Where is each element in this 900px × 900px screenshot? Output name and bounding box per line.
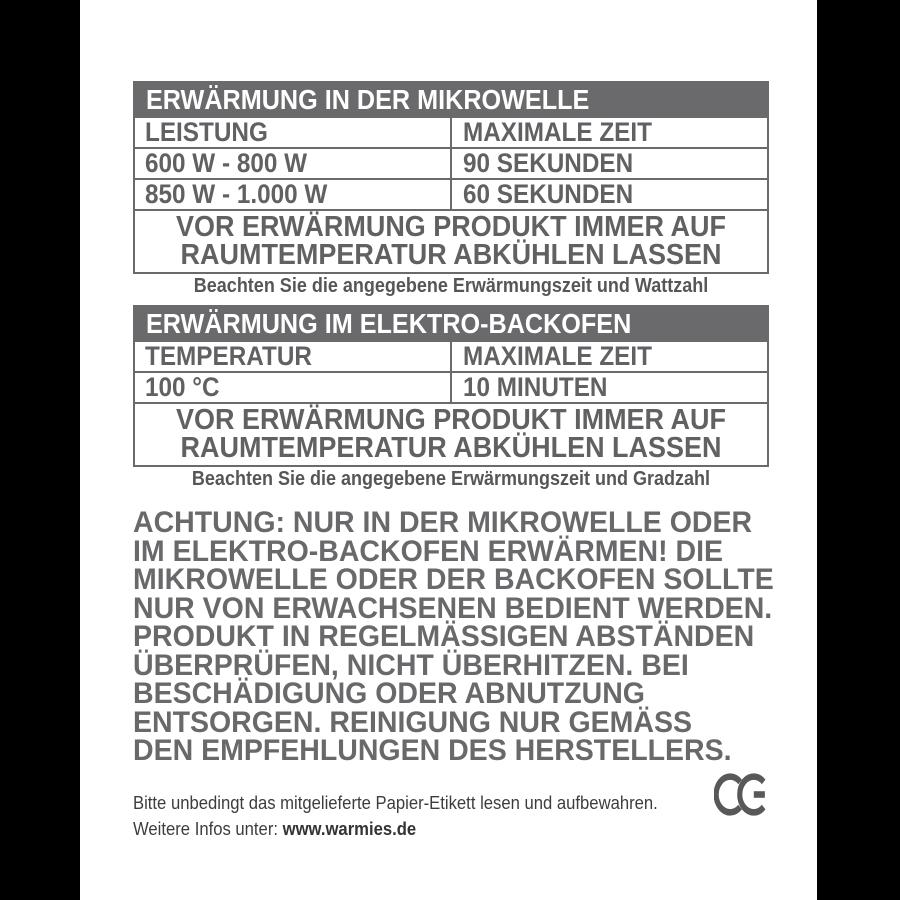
oven-table-title (135, 307, 767, 340)
table-row (135, 147, 767, 178)
warning-line: ÜBERPRÜFEN, NICHT ÜBERHITZEN. BEI (133, 648, 689, 682)
cooldown-warning-line2: RAUMTEMPERATUR ABKÜHLEN LASSEN (180, 239, 722, 271)
col-header-max-zeit-text: MAXIMALE ZEIT (463, 117, 652, 147)
warning-line: DEN EMPFEHLUNGEN DES HERSTELLERS. (133, 734, 732, 767)
more-info-prefix: Weitere Infos unter: (133, 818, 283, 839)
watt-range-cell (135, 149, 450, 178)
watt-range-text: 600 W - 800 W (145, 148, 308, 178)
temperature-cell (135, 373, 450, 402)
max-time-cell (450, 180, 767, 209)
warmies-url: www.warmies.de (282, 818, 417, 839)
microwave-cooldown-warning (135, 209, 767, 272)
col-header-temperatur-text: TEMPERATUR (145, 341, 312, 371)
max-time-text: 10 MINUTEN (463, 372, 608, 402)
table-row (135, 371, 767, 402)
warning-line: NUR VON ERWACHSENEN BEDIENT WERDEN. (133, 591, 773, 625)
ce-mark-icon (714, 771, 770, 818)
warning-line: MIKROWELLE ODER DER BACKOFEN SOLLTE (133, 563, 774, 596)
oven-table-caption: Beachten Sie die angegebene Erwärmungszeit und Gradzahl (191, 468, 711, 490)
microwave-table-caption: Beachten Sie die angegebene Erwärmungszeit und Wattzahl (193, 275, 709, 297)
attention-warning-paragraph (133, 506, 807, 767)
oven-heating-table (133, 305, 769, 467)
warning-line: ENTSORGEN. REINIGUNG NUR GEMÄSS (133, 705, 692, 739)
col-header-max-zeit-text: MAXIMALE ZEIT (463, 341, 652, 371)
microwave-header-row (135, 116, 767, 147)
paper-label-note: Bitte unbedingt das mitgelieferte Papier-Etikett lesen und aufbewahren. (133, 792, 658, 813)
col-header-leistung (135, 118, 450, 147)
warning-line: BESCHÄDIGUNG ODER ABNUTZUNG (133, 677, 645, 710)
table-row (135, 178, 767, 209)
watt-range-cell (135, 180, 450, 209)
oven-cooldown-warning (135, 402, 767, 465)
col-header-leistung-text: LEISTUNG (145, 117, 268, 147)
temperature-text: 100 °C (145, 372, 220, 402)
max-time-text: 90 SEKUNDEN (463, 148, 634, 178)
warning-line: ACHTUNG: NUR IN DER MIKROWELLE ODER (133, 506, 753, 539)
cooldown-warning-line1: VOR ERWÄRMUNG PRODUKT IMMER AUF (176, 211, 726, 243)
watt-range-text: 850 W - 1.000 W (145, 179, 328, 209)
col-header-max-zeit (450, 118, 767, 147)
warning-line: PRODUKT IN REGELMÄSSIGEN ABSTÄNDEN (133, 620, 755, 653)
max-time-text: 60 SEKUNDEN (463, 179, 634, 209)
right-black-bar (817, 0, 900, 900)
warning-line: IM ELEKTRO-BACKOFEN ERWÄRMEN! DIE (133, 534, 724, 568)
max-time-cell (450, 373, 767, 402)
max-time-cell (450, 149, 767, 178)
ce-mark (714, 771, 770, 823)
microwave-table-title-text: ERWÄRMUNG IN DER MIKROWELLE (146, 83, 590, 115)
oven-header-row (135, 340, 767, 371)
oven-table-title-text: ERWÄRMUNG IM ELEKTRO-BACKOFEN (146, 307, 632, 339)
cooldown-warning-line2: RAUMTEMPERATUR ABKÜHLEN LASSEN (180, 432, 722, 464)
footer-note (133, 790, 658, 842)
microwave-table-title (135, 83, 767, 116)
col-header-max-zeit (450, 342, 767, 371)
microwave-heating-table (133, 81, 769, 274)
col-header-temperatur (135, 342, 450, 371)
left-black-bar (0, 0, 80, 900)
more-info-line (133, 816, 658, 842)
cooldown-warning-line1: VOR ERWÄRMUNG PRODUKT IMMER AUF (176, 404, 726, 436)
